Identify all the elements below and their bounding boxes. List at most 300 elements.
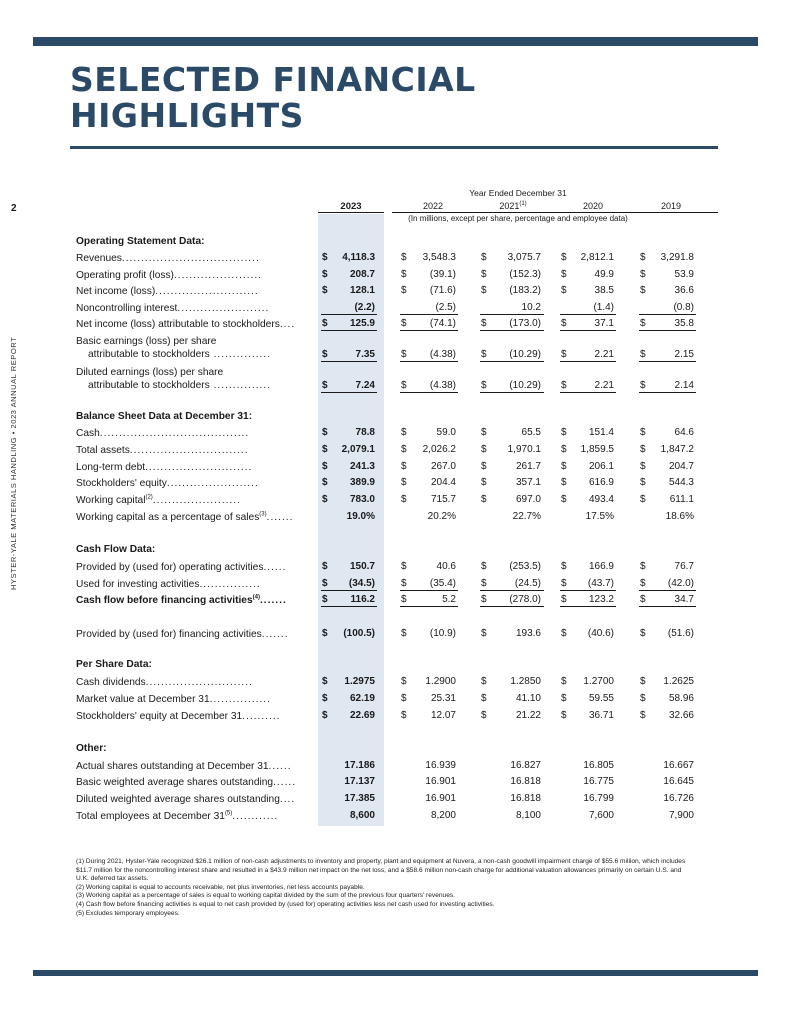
currency-symbol: $ <box>561 710 567 721</box>
currency-symbol: $ <box>561 676 567 687</box>
currency-symbol: $ <box>481 349 487 360</box>
row-label-line: Basic earnings (loss) per share <box>76 336 217 347</box>
bottom-bar <box>33 970 758 976</box>
cell-underline <box>400 606 458 607</box>
currency-symbol: $ <box>481 444 487 455</box>
row-label-ltd: Long-term debt............................ <box>76 462 253 473</box>
currency-symbol: $ <box>561 252 567 263</box>
currency-symbol: $ <box>561 380 567 391</box>
cell-wc-2021: 697.0 <box>515 494 541 505</box>
year-2019: 2019 <box>660 201 682 211</box>
cell-fin-act-2020: (40.6) <box>587 628 614 639</box>
currency-symbol: $ <box>322 561 328 572</box>
year-rule <box>474 212 556 213</box>
currency-symbol: $ <box>561 693 567 704</box>
cell-market-value-2020: 59.55 <box>588 693 614 704</box>
cell-ni-attr-2022: (74.1) <box>429 318 456 329</box>
cell-diluted-eps-2022: (4.38) <box>429 380 456 391</box>
cell-shares-out-2022: 16.939 <box>425 760 456 771</box>
currency-symbol: $ <box>322 349 328 360</box>
currency-symbol: $ <box>481 477 487 488</box>
currency-symbol: $ <box>481 494 487 505</box>
footnote: (1) During 2021, Hyster-Yale recognized $26.1 million of non-cash adjustments to inventory and property, plant and equipment at Nuvera, a non-cash goodwill impairment charge of $55.6 million, which includes $11.7 million for the noncontrolling interest share and resulted in a $43.9 million net impact on the net loss, and a $58.6 million non-cash charge for additional valuation allowances primarily on certain U.S. and U.K. deferred tax assets. <box>76 858 686 883</box>
cell-ltd-2020: 206.1 <box>588 461 614 472</box>
cell-equity-2021: 357.1 <box>515 477 541 488</box>
cell-cash-2020: 151.4 <box>588 427 614 438</box>
cell-employees-2022: 8,200 <box>430 810 456 821</box>
currency-symbol: $ <box>640 710 646 721</box>
cell-inv-act-2022: (35.4) <box>429 578 456 589</box>
currency-symbol: $ <box>561 578 567 589</box>
cell-underline <box>400 590 458 591</box>
cell-underline <box>639 392 696 393</box>
cell-cash-2021: 65.5 <box>521 427 541 438</box>
cell-underline <box>480 361 544 362</box>
cell-employees-2023: 8,600 <box>349 810 375 821</box>
cell-underline <box>639 361 696 362</box>
cell-ltd-2019: 204.7 <box>668 461 694 472</box>
cell-market-value-2022: 25.31 <box>430 693 456 704</box>
cell-market-value-2023: 62.19 <box>349 693 375 704</box>
cell-shares-out-2021: 16.827 <box>510 760 541 771</box>
currency-symbol: $ <box>561 461 567 472</box>
currency-symbol: $ <box>640 380 646 391</box>
cell-basic-eps-2023: 7.35 <box>355 349 375 360</box>
cell-underline <box>321 330 377 331</box>
cell-underline <box>321 590 377 591</box>
cell-underline <box>400 330 458 331</box>
year-rule <box>636 212 718 213</box>
cell-wc-pct-2023: 19.0% <box>346 511 375 522</box>
cell-cf-before-fin-2020: 123.2 <box>588 594 614 605</box>
cell-net-income-2022: (71.6) <box>429 285 456 296</box>
cell-net-income-2019: 36.6 <box>674 285 694 296</box>
currency-symbol: $ <box>322 578 328 589</box>
cell-op-act-2020: 166.9 <box>588 561 614 572</box>
cell-underline <box>321 606 377 607</box>
cell-underline <box>560 361 616 362</box>
period-header: Year Ended December 31 <box>469 188 567 198</box>
cell-underline <box>560 314 616 315</box>
currency-symbol: $ <box>640 318 646 329</box>
title-line-2: HIGHLIGHTS <box>70 96 304 135</box>
cell-cf-before-fin-2021: (278.0) <box>509 594 541 605</box>
cell-diluted-shares-2020: 16.799 <box>583 793 614 804</box>
cell-inv-act-2021: (24.5) <box>514 578 541 589</box>
cell-equity-2022: 204.4 <box>430 477 456 488</box>
cell-underline <box>639 314 696 315</box>
row-label-line: attributable to stockholders ............... <box>88 349 272 360</box>
currency-symbol: $ <box>481 427 487 438</box>
page-number: 2 <box>11 203 17 214</box>
cell-basic-eps-2020: 2.21 <box>594 349 614 360</box>
row-label-line: Diluted earnings (loss) per share <box>76 367 224 378</box>
cell-dividends-2019: 1.2625 <box>663 676 694 687</box>
cell-underline <box>639 606 696 607</box>
row-label-employees: Total employees at December 31$^{(5)}$............ <box>76 810 279 822</box>
currency-symbol: $ <box>322 710 328 721</box>
currency-symbol: $ <box>401 578 407 589</box>
row-label-wc-pct: Working capital as a percentage of sales$^{(3)}$....... <box>76 511 294 523</box>
currency-symbol: $ <box>640 444 646 455</box>
currency-symbol: $ <box>481 594 487 605</box>
currency-symbol: $ <box>401 427 407 438</box>
currency-symbol: $ <box>561 594 567 605</box>
units-note: (In millions, except per share, percentage and employee data) <box>408 214 628 223</box>
cell-underline <box>639 590 696 591</box>
cell-basic-shares-2020: 16.775 <box>583 776 614 787</box>
cell-inv-act-2020: (43.7) <box>587 578 614 589</box>
year-rule <box>318 212 384 213</box>
cell-diluted-eps-2020: 2.21 <box>594 380 614 391</box>
cell-total-assets-2019: 1,847.2 <box>660 444 694 455</box>
currency-symbol: $ <box>561 285 567 296</box>
cell-underline <box>480 392 544 393</box>
cell-wc-2020: 493.4 <box>588 494 614 505</box>
currency-symbol: $ <box>561 561 567 572</box>
currency-symbol: $ <box>401 628 407 639</box>
row-label-equity-ps: Stockholders' equity at December 31.......... <box>76 711 281 722</box>
cell-ltd-2022: 267.0 <box>430 461 456 472</box>
row-label-inv-act: Used for investing activities................ <box>76 579 261 590</box>
year-2022: 2022 <box>422 201 444 211</box>
cell-dividends-2021: 1.2850 <box>510 676 541 687</box>
currency-symbol: $ <box>322 594 328 605</box>
cell-underline <box>400 361 458 362</box>
cell-diluted-eps-2021: (10.29) <box>509 380 541 391</box>
cell-equity-ps-2020: 36.71 <box>588 710 614 721</box>
cell-op-profit-2021: (152.3) <box>509 269 541 280</box>
currency-symbol: $ <box>640 693 646 704</box>
currency-symbol: $ <box>322 693 328 704</box>
cell-wc-pct-2021: 22.7% <box>512 511 541 522</box>
currency-symbol: $ <box>561 477 567 488</box>
cell-employees-2020: 7,600 <box>588 810 614 821</box>
row-label-diluted-shares: Diluted weighted average shares outstanding.... <box>76 794 296 805</box>
row-label-op-act: Provided by (used for) operating activities...... <box>76 562 287 573</box>
cell-basic-shares-2023: 17.137 <box>344 776 375 787</box>
cell-op-act-2023: 150.7 <box>349 561 375 572</box>
row-label-diluted-eps <box>76 366 316 392</box>
cell-underline <box>321 314 377 315</box>
row-label-dividends: Cash dividends............................ <box>76 677 253 688</box>
cell-nci-2020: (1.4) <box>593 302 614 313</box>
row-label-ni-attr: Net income (loss) attributable to stockholders.... <box>76 319 296 330</box>
currency-symbol: $ <box>561 628 567 639</box>
cell-ni-attr-2019: 35.8 <box>674 318 694 329</box>
currency-symbol: $ <box>481 710 487 721</box>
cell-net-income-2020: 38.5 <box>594 285 614 296</box>
year-2021 <box>478 201 548 211</box>
cell-underline <box>400 314 458 315</box>
footnote: (2) Working capital is equal to accounts receivable, net plus inventories, net less accounts payable. <box>76 883 365 891</box>
cell-equity-2023: 389.9 <box>349 477 375 488</box>
currency-symbol: $ <box>481 318 487 329</box>
row-label-equity: Stockholders' equity........................ <box>76 478 259 489</box>
cell-dividends-2022: 1.2900 <box>425 676 456 687</box>
cell-wc-pct-2019: 18.6% <box>665 511 694 522</box>
currency-symbol: $ <box>561 427 567 438</box>
currency-symbol: $ <box>640 252 646 263</box>
footnotes <box>76 858 696 918</box>
row-label-wc: Working capital$^{(2)}$....................... <box>76 494 241 506</box>
currency-symbol: $ <box>401 380 407 391</box>
cell-op-act-2019: 76.7 <box>674 561 694 572</box>
currency-symbol: $ <box>640 594 646 605</box>
cell-total-assets-2023: 2,079.1 <box>341 444 375 455</box>
cell-equity-2019: 544.3 <box>668 477 694 488</box>
cell-revenues-2020: 2,812.1 <box>580 252 614 263</box>
side-running-head <box>9 240 21 590</box>
currency-symbol: $ <box>481 252 487 263</box>
currency-symbol: $ <box>401 477 407 488</box>
currency-symbol: $ <box>322 444 328 455</box>
title-line-1: SELECTED FINANCIAL <box>70 60 476 99</box>
currency-symbol: $ <box>640 427 646 438</box>
cell-cash-2022: 59.0 <box>436 427 456 438</box>
cell-net-income-2021: (183.2) <box>509 285 541 296</box>
section-operating: Operating Statement Data: <box>76 236 205 247</box>
cell-underline <box>480 606 544 607</box>
cell-underline <box>560 392 616 393</box>
currency-symbol: $ <box>322 427 328 438</box>
footnote: (5) Excludes temporary employees. <box>76 909 180 917</box>
cell-underline <box>480 590 544 591</box>
cell-basic-shares-2022: 16.901 <box>425 776 456 787</box>
cell-shares-out-2019: 16.667 <box>663 760 694 771</box>
row-label-market-value: Market value at December 31................ <box>76 694 271 705</box>
cell-shares-out-2023: 17.186 <box>344 760 375 771</box>
cell-revenues-2022: 3,548.3 <box>422 252 456 263</box>
row-label-basic-eps <box>76 335 316 361</box>
currency-symbol: $ <box>401 561 407 572</box>
row-label-cf-before-fin: Cash flow before financing activities$^{(4)}$....... <box>76 594 287 606</box>
currency-symbol: $ <box>322 285 328 296</box>
cell-basic-shares-2019: 16.645 <box>663 776 694 787</box>
row-label-shares-out: Actual shares outstanding at December 31...... <box>76 761 292 772</box>
cell-underline <box>321 361 377 362</box>
currency-symbol: $ <box>640 269 646 280</box>
currency-symbol: $ <box>481 676 487 687</box>
currency-symbol: $ <box>401 269 407 280</box>
currency-symbol: $ <box>322 676 328 687</box>
cell-underline <box>480 330 544 331</box>
cell-fin-act-2021: 193.6 <box>515 628 541 639</box>
cell-ni-attr-2020: 37.1 <box>594 318 614 329</box>
currency-symbol: $ <box>481 269 487 280</box>
currency-symbol: $ <box>322 477 328 488</box>
currency-symbol: $ <box>561 494 567 505</box>
currency-symbol: $ <box>640 561 646 572</box>
cell-fin-act-2023: (100.5) <box>343 628 375 639</box>
currency-symbol: $ <box>401 444 407 455</box>
cell-equity-2020: 616.9 <box>588 477 614 488</box>
cell-cf-before-fin-2022: 5.2 <box>442 594 456 605</box>
cell-op-profit-2023: 208.7 <box>349 269 375 280</box>
currency-symbol: $ <box>322 318 328 329</box>
cell-basic-eps-2019: 2.15 <box>674 349 694 360</box>
cell-revenues-2023: 4,118.3 <box>342 252 375 263</box>
title-rule <box>70 146 718 149</box>
currency-symbol: $ <box>322 461 328 472</box>
currency-symbol: $ <box>322 252 328 263</box>
cell-underline <box>321 392 377 393</box>
cell-equity-ps-2019: 32.66 <box>668 710 694 721</box>
cell-underline <box>560 330 616 331</box>
cell-wc-pct-2022: 20.2% <box>427 511 456 522</box>
year-rule <box>556 212 636 213</box>
footnote: (4) Cash flow before financing activities is equal to net cash provided by (used for) operating activities less net cash used for investing activities. <box>76 900 495 908</box>
row-label-revenues: Revenues.................................... <box>76 253 260 264</box>
cell-equity-ps-2022: 12.07 <box>430 710 456 721</box>
cell-fin-act-2022: (10.9) <box>429 628 456 639</box>
currency-symbol: $ <box>322 269 328 280</box>
cell-diluted-shares-2021: 16.818 <box>510 793 541 804</box>
currency-symbol: $ <box>481 380 487 391</box>
cell-underline <box>480 314 544 315</box>
currency-symbol: $ <box>401 285 407 296</box>
row-label-nci: Noncontrolling interest........................ <box>76 303 270 314</box>
row-label-line: attributable to stockholders ............... <box>88 380 272 391</box>
currency-symbol: $ <box>561 269 567 280</box>
cell-diluted-shares-2022: 16.901 <box>425 793 456 804</box>
row-label-fin-act: Provided by (used for) financing activities....... <box>76 629 289 640</box>
currency-symbol: $ <box>401 494 407 505</box>
currency-symbol: $ <box>401 676 407 687</box>
section-balance: Balance Sheet Data at December 31: <box>76 411 253 422</box>
currency-symbol: $ <box>640 494 646 505</box>
cell-basic-shares-2021: 16.818 <box>510 776 541 787</box>
cell-market-value-2019: 58.96 <box>668 693 694 704</box>
currency-symbol: $ <box>401 252 407 263</box>
cell-inv-act-2023: (34.5) <box>348 578 375 589</box>
cell-ltd-2021: 261.7 <box>515 461 541 472</box>
cell-diluted-shares-2019: 16.726 <box>663 793 694 804</box>
cell-cf-before-fin-2023: 116.2 <box>350 594 375 605</box>
cell-underline <box>639 330 696 331</box>
currency-symbol: $ <box>640 349 646 360</box>
currency-symbol: $ <box>401 349 407 360</box>
cell-cash-2023: 78.8 <box>355 427 375 438</box>
currency-symbol: $ <box>640 628 646 639</box>
row-label-basic-shares: Basic weighted average shares outstanding...... <box>76 777 297 788</box>
section-other: Other: <box>76 743 107 754</box>
cell-underline <box>560 606 616 607</box>
cell-total-assets-2021: 1,970.1 <box>507 444 541 455</box>
cell-op-act-2022: 40.6 <box>436 561 456 572</box>
page-title <box>70 62 476 134</box>
cell-net-income-2023: 128.1 <box>349 285 375 296</box>
cell-underline <box>560 590 616 591</box>
cell-wc-2019: 611.1 <box>669 494 694 505</box>
cell-basic-eps-2022: (4.38) <box>429 349 456 360</box>
row-label-cash: Cash....................................... <box>76 428 250 439</box>
currency-symbol: $ <box>401 710 407 721</box>
cell-employees-2019: 7,900 <box>668 810 694 821</box>
cell-basic-eps-2021: (10.29) <box>509 349 541 360</box>
currency-symbol: $ <box>640 285 646 296</box>
currency-symbol: $ <box>481 693 487 704</box>
cell-shares-out-2020: 16.805 <box>583 760 614 771</box>
cell-underline <box>400 392 458 393</box>
currency-symbol: $ <box>322 494 328 505</box>
currency-symbol: $ <box>322 380 328 391</box>
currency-symbol: $ <box>561 318 567 329</box>
currency-symbol: $ <box>561 444 567 455</box>
cell-employees-2021: 8,100 <box>515 810 541 821</box>
cell-nci-2022: (2.5) <box>435 302 456 313</box>
top-bar <box>33 37 758 46</box>
currency-symbol: $ <box>640 676 646 687</box>
cell-revenues-2019: 3,291.8 <box>660 252 694 263</box>
row-label-op-profit: Operating profit (loss)....................... <box>76 270 263 281</box>
section-cashflow: Cash Flow Data: <box>76 544 156 555</box>
currency-symbol: $ <box>401 461 407 472</box>
cell-total-assets-2022: 2,026.2 <box>422 444 456 455</box>
year-2020: 2020 <box>582 201 604 211</box>
currency-symbol: $ <box>640 461 646 472</box>
cell-nci-2021: 10.2 <box>521 302 541 313</box>
year-2021-label: 2021 <box>499 201 520 211</box>
cell-nci-2023: (2.2) <box>354 302 375 313</box>
cell-nci-2019: (0.8) <box>673 302 694 313</box>
row-label-total-assets: Total assets............................... <box>76 445 249 456</box>
cell-diluted-eps-2023: 7.24 <box>355 380 375 391</box>
cell-wc-2023: 783.0 <box>349 494 375 505</box>
cell-op-profit-2019: 53.9 <box>674 269 694 280</box>
cell-equity-ps-2023: 22.69 <box>349 710 375 721</box>
cell-cf-before-fin-2019: 34.7 <box>674 594 694 605</box>
year-rule <box>392 212 474 213</box>
currency-symbol: $ <box>401 318 407 329</box>
currency-symbol: $ <box>401 693 407 704</box>
side-running-head-text: HYSTER-YALE MATERIALS HANDLING • 2023 ANNUAL REPORT <box>9 336 18 590</box>
cell-op-profit-2020: 49.9 <box>594 269 614 280</box>
section-pershare: Per Share Data: <box>76 659 152 670</box>
currency-symbol: $ <box>401 594 407 605</box>
footnote: (3) Working capital as a percentage of sales is equal to working capital divided by the sum of the previous four quarters' revenues. <box>76 892 456 900</box>
cell-dividends-2020: 1.2700 <box>583 676 614 687</box>
cell-op-act-2021: (253.5) <box>509 561 541 572</box>
cell-wc-pct-2020: 17.5% <box>585 511 614 522</box>
cell-diluted-shares-2023: 17.385 <box>344 793 375 804</box>
year-2021-note: (1) <box>519 201 527 207</box>
currency-symbol: $ <box>481 285 487 296</box>
cell-wc-2022: 715.7 <box>430 494 456 505</box>
cell-inv-act-2019: (42.0) <box>667 578 694 589</box>
row-label-net-income: Net income (loss)........................... <box>76 286 259 297</box>
currency-symbol: $ <box>481 628 487 639</box>
year-2023: 2023 <box>340 201 362 212</box>
currency-symbol: $ <box>481 461 487 472</box>
currency-symbol: $ <box>481 578 487 589</box>
cell-market-value-2021: 41.10 <box>515 693 541 704</box>
currency-symbol: $ <box>561 349 567 360</box>
cell-ni-attr-2023: 125.9 <box>349 318 375 329</box>
currency-symbol: $ <box>322 628 328 639</box>
cell-diluted-eps-2019: 2.14 <box>674 380 694 391</box>
cell-fin-act-2019: (51.6) <box>667 628 694 639</box>
cell-cash-2019: 64.6 <box>674 427 694 438</box>
cell-ltd-2023: 241.3 <box>349 461 375 472</box>
cell-equity-ps-2021: 21.22 <box>515 710 541 721</box>
cell-revenues-2021: 3,075.7 <box>507 252 541 263</box>
cell-dividends-2023: 1.2975 <box>344 676 375 687</box>
currency-symbol: $ <box>640 578 646 589</box>
currency-symbol: $ <box>481 561 487 572</box>
currency-symbol: $ <box>640 477 646 488</box>
cell-total-assets-2020: 1,859.5 <box>580 444 614 455</box>
